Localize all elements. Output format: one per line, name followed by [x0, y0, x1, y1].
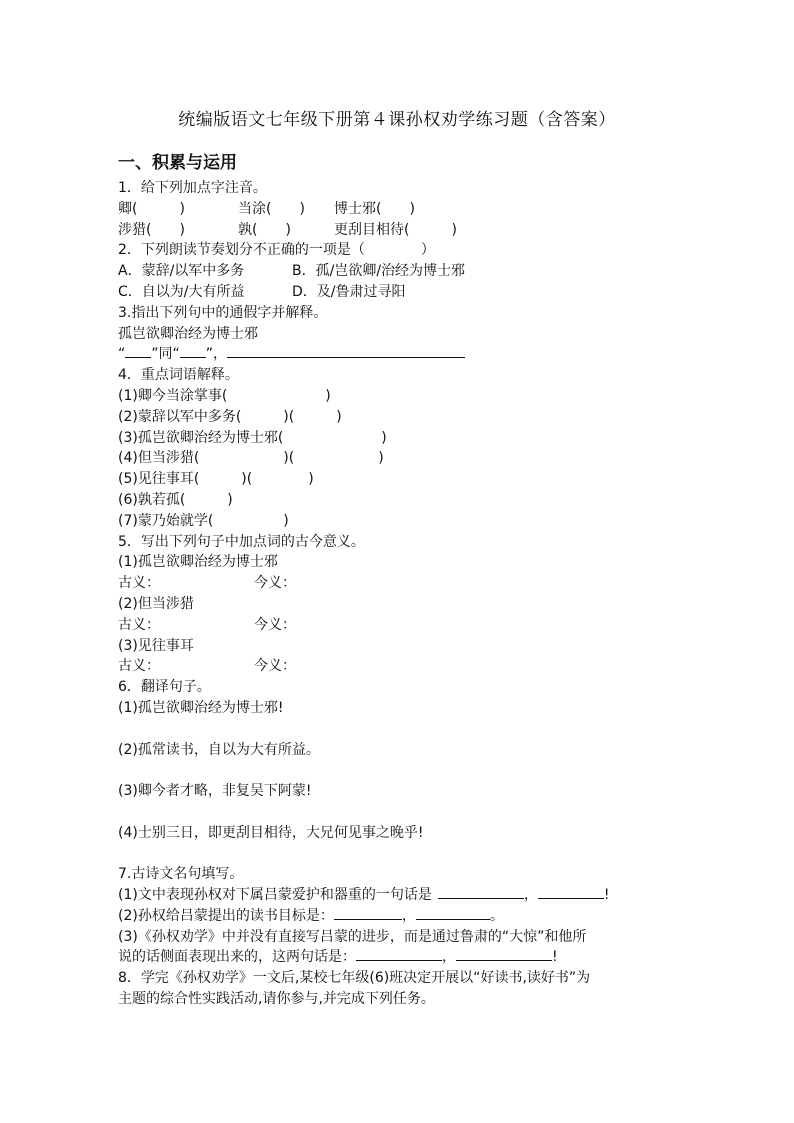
same-as-text: ”同“ — [151, 346, 180, 363]
blank-line — [416, 906, 490, 920]
q4-stem: 4．重点词语解释。 — [118, 367, 239, 384]
modern-meaning-label: 今义： — [254, 658, 296, 675]
blank-line — [125, 344, 151, 358]
q2-stem: 2．下列朗读节奏划分不正确的一项是（ ） — [118, 242, 435, 259]
q8-text: 8．学完《孙权劝学》一文后,某校七年级(6)班决定开展以“好读书,读好书”为 — [118, 970, 591, 987]
q4-item: (5)见往事耳( )( ) — [118, 471, 314, 488]
question-body — [118, 178, 698, 1010]
q1-item: 涉猎( ) — [118, 221, 185, 238]
comma-text: ， — [401, 907, 416, 924]
comma-text: ， — [523, 887, 538, 904]
quote-open: “ — [118, 346, 126, 363]
q4-item: (6)孰若孤( ) — [118, 491, 233, 508]
q8-text-cont: 主题的综合性实践活动,请你参与,并完成下列任务。 — [118, 991, 435, 1008]
blank-line — [334, 906, 402, 920]
q1-row-1 — [118, 199, 698, 220]
ancient-meaning-label: 古义： — [118, 616, 160, 633]
q1-item: 更刮目相待( ) — [334, 221, 457, 238]
section-heading: 一、积累与运用 — [118, 153, 237, 173]
exclaim-text: ! — [603, 887, 610, 904]
q5-sentence: (2)但当涉猎 — [118, 595, 194, 612]
exclaim-text: ! — [552, 949, 558, 966]
blank-line — [180, 344, 206, 358]
answer-space — [118, 844, 698, 865]
q1-stem: 1．给下列加点字注音。 — [118, 180, 267, 196]
blank-line — [438, 885, 524, 899]
q5-meaning-row — [118, 573, 698, 594]
q5-meaning-row — [118, 656, 698, 677]
q4-item: (4)但当涉猎( )( ) — [118, 450, 384, 467]
q6-item: (1)孤岂欲卿治经为博士邪! — [118, 699, 284, 716]
q7-item-text: (2)孙权给吕蒙提出的读书目标是： — [118, 907, 334, 924]
q7-item-1 — [118, 885, 698, 906]
q5-sentence: (3)见往事耳 — [118, 637, 194, 654]
q2-options-row-1 — [118, 261, 698, 282]
q4-item: (7)蒙乃始就学( ) — [118, 512, 289, 529]
q6-item: (2)孤常读书，自以为大有所益。 — [118, 741, 320, 758]
q6-item: (3)卿今者才略，非复吴下阿蒙! — [118, 783, 312, 800]
modern-meaning-label: 今义： — [254, 575, 296, 592]
q7-stem: 7.古诗文名句填写。 — [118, 866, 244, 883]
answer-space — [118, 802, 698, 823]
q7-item-3: (3)《孙权劝学》中并没有直接写吕蒙的进步，而是通过鲁肃的“大惊”和他所 — [118, 928, 587, 945]
q3-sentence: 孤岂欲卿治经为博士邪 — [118, 325, 258, 342]
q1-row-2 — [118, 220, 698, 241]
q7-item-text: 说的话侧面表现出来的，这两句话是： — [118, 949, 356, 966]
q5-stem: 5．写出下列句子中加点词的古今意义。 — [118, 533, 365, 550]
q6-stem: 6．翻译句子。 — [118, 679, 211, 696]
q5-sentence: (1)孤岂欲卿治经为博士邪 — [118, 554, 278, 571]
period-text: 。 — [489, 907, 504, 924]
ancient-meaning-label: 古义： — [118, 575, 160, 592]
q6-item: (4)士别三日，即更刮目相待，大兄何见事之晚乎! — [118, 824, 424, 841]
modern-meaning-label: 今义： — [254, 616, 296, 633]
q3-stem: 3.指出下列句中的通假字并解释。 — [118, 304, 328, 321]
answer-space — [118, 719, 698, 740]
comma-text: ， — [442, 949, 456, 966]
q1-item: 孰( ) — [238, 221, 291, 238]
quote-close: ”， — [205, 346, 228, 363]
blank-line — [456, 947, 552, 961]
blank-line — [356, 947, 442, 961]
q4-item: (2)蒙辞以军中多务( )( ) — [118, 408, 342, 425]
q4-item: (1)卿今当涂掌事( ) — [118, 387, 331, 404]
answer-space — [118, 760, 698, 781]
q7-item-2 — [118, 906, 698, 927]
q7-item-3-cont — [118, 947, 698, 968]
q2-options-row-2 — [118, 282, 698, 303]
q1-item: 博士邪( ) — [334, 200, 415, 217]
option-d: D．及/鲁肃过寻阳 — [292, 283, 406, 300]
q5-meaning-row — [118, 615, 698, 636]
q3-fill-line — [118, 344, 698, 365]
option-b: B．孤/岂欲卿/治经为博士邪 — [292, 263, 466, 280]
blank-line — [538, 885, 604, 899]
option-a: A．蒙辞/以军中多务 — [118, 263, 245, 280]
option-c: C．自以为/大有所益 — [118, 283, 245, 300]
q1-item: 卿( ) — [118, 200, 185, 217]
q4-item: (3)孤岂欲卿治经为博士邪( ) — [118, 429, 387, 446]
q7-item-text: (1)文中表现孙权对下属吕蒙爱护和器重的一句话是 — [118, 887, 432, 904]
answer-blank-line — [227, 344, 465, 358]
page-title: 统编版语文七年级下册第４课孙权劝学练习题（含答案） — [178, 110, 616, 130]
q1-item: 当涂( ) — [238, 200, 305, 217]
ancient-meaning-label: 古义： — [118, 658, 160, 675]
